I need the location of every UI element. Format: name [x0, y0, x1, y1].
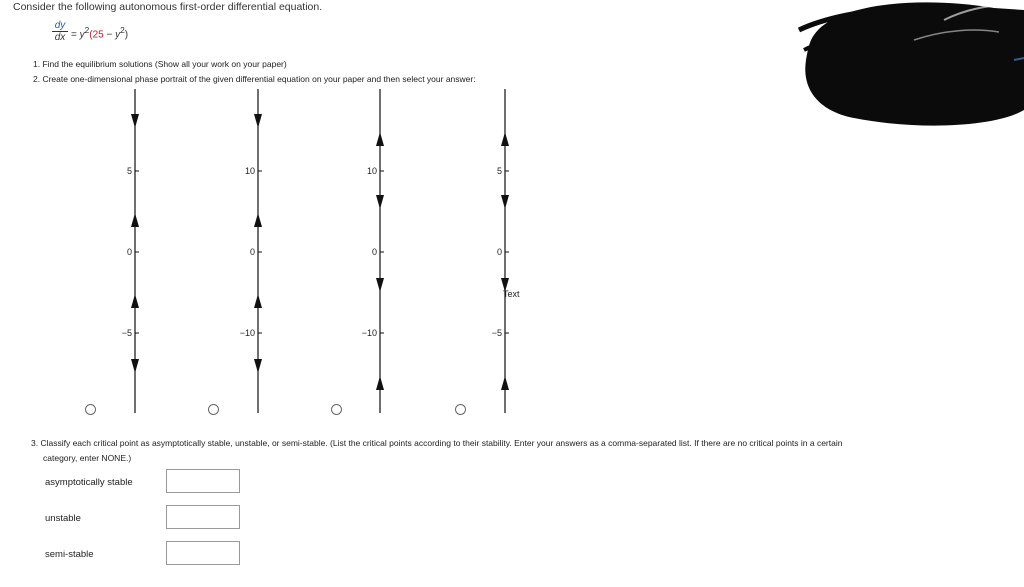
arrow-up [254, 294, 262, 308]
phase-portrait-1 [122, 89, 139, 413]
tick-label-bottom: −5 [121, 328, 132, 338]
constant: 25 [92, 29, 104, 41]
arrow-up [376, 132, 384, 146]
question-3 [31, 436, 991, 466]
var-y-2: y [115, 29, 121, 41]
radio-option-2[interactable] [208, 404, 219, 415]
exponent: 2 [84, 25, 90, 35]
tick-label-top: 5 [126, 166, 132, 176]
tick-label-top: 10 [366, 166, 377, 176]
arrow-down [254, 114, 262, 128]
left-paren: ( [89, 29, 93, 41]
asymptotically-stable-input[interactable] [166, 469, 240, 493]
var-y: y [79, 29, 85, 41]
intro-text: Consider the following autonomous first-order differential equation. [13, 1, 323, 13]
arrow-up [501, 376, 509, 390]
arrow-down [376, 278, 384, 292]
arrow-down [501, 195, 509, 209]
exponent-2: 2 [120, 25, 125, 35]
tick-label-bottom: −5 [491, 328, 502, 338]
tick-label-mid: 0 [126, 247, 132, 257]
arrow-up [131, 294, 139, 308]
arrow-up [501, 132, 509, 146]
arrow-down [131, 114, 139, 128]
overlay-text-label: Text [503, 289, 520, 299]
radio-option-1[interactable] [85, 404, 96, 415]
tick-label-mid: 0 [371, 247, 377, 257]
label-semi-stable: semi-stable [45, 549, 94, 560]
right-paren: ) [124, 29, 129, 41]
tick-label-top: 5 [496, 166, 502, 176]
label-asymptotically-stable: asymptotically stable [45, 477, 133, 488]
question-3-line-1: 3. Classify each critical point as asymptotically stable, unstable, or semi-stable. (List the critical points according to their stability. Enter your answers as a comma-separated list. If there are no critical points in a certain [31, 438, 843, 448]
radio-option-3[interactable] [331, 404, 342, 415]
denominator: dx [54, 32, 66, 43]
instruction-2: 2. Create one-dimensional phase portrait of the given differential equation on your paper and then select your answer: [33, 74, 476, 84]
redaction-scribble [794, 0, 1024, 130]
minus-sign: − [103, 29, 116, 41]
phase-portrait-2 [240, 89, 262, 413]
tick-label-mid: 0 [496, 247, 502, 257]
tick-label-bottom: −10 [239, 328, 255, 338]
unstable-input[interactable] [166, 505, 240, 529]
arrow-up [131, 213, 139, 227]
tick-label-bottom: −10 [361, 328, 377, 338]
arrow-down [254, 359, 262, 373]
arrow-down [376, 195, 384, 209]
phase-portrait-4 [492, 89, 520, 413]
tick-label-mid: 0 [249, 247, 255, 257]
arrow-up [254, 213, 262, 227]
semi-stable-input[interactable] [166, 541, 240, 565]
question-3-line-2: category, enter NONE.) [43, 453, 132, 463]
equals-sign: = [71, 29, 80, 41]
tick-label-top: 10 [244, 166, 255, 176]
arrow-down [131, 359, 139, 373]
arrow-up [376, 376, 384, 390]
label-unstable: unstable [45, 513, 81, 524]
phase-portrait-3 [362, 89, 384, 413]
instruction-1: 1. Find the equilibrium solutions (Show all your work on your paper) [33, 59, 287, 69]
radio-option-4[interactable] [455, 404, 466, 415]
numerator: dy [52, 20, 68, 32]
